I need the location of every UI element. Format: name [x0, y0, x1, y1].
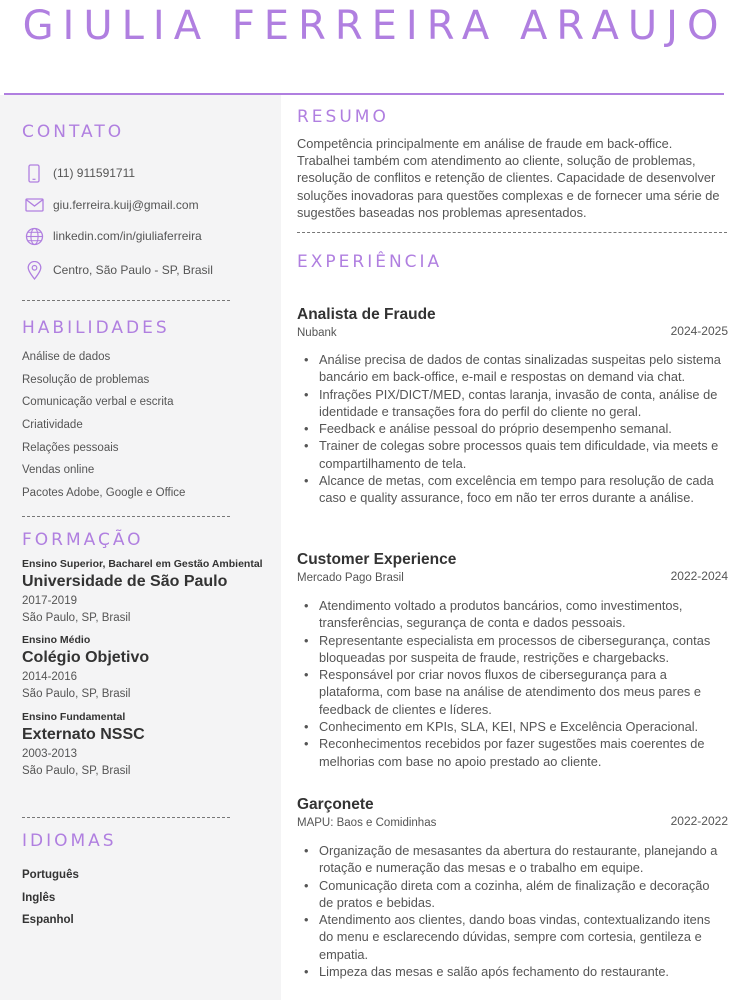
location-text: Centro, São Paulo - SP, Brasil	[53, 263, 213, 277]
sidebar-divider	[22, 516, 230, 517]
globe-icon	[24, 226, 44, 246]
skill-item: Vendas online	[22, 464, 95, 477]
email-text[interactable]: giu.ferreira.kuij@gmail.com	[53, 198, 199, 212]
resume-name: GIULIA FERREIRA ARAUJO	[22, 3, 728, 49]
education-years: 2014-2016	[22, 671, 77, 683]
skill-item: Resolução de problemas	[22, 373, 150, 386]
education-level: Ensino Superior, Bacharel em Gestão Ambiental	[22, 558, 263, 570]
job-bullet: • Atendimento voltado a produtos bancários, como investimentos, transferências, segurança de conta e dados pessoais.	[300, 597, 725, 632]
sidebar-divider	[22, 300, 230, 301]
education-entry	[22, 710, 272, 780]
job-bullet: • Trainer de colegas sobre processos quais tem dificuldade, via meets e compartilhamento de tela.	[300, 437, 725, 472]
language-item: Português	[22, 869, 79, 881]
skills-list	[22, 346, 185, 505]
skill-item: Pacotes Adobe, Google e Office	[22, 487, 186, 500]
job-bullet: • Alcance de metas, com excelência em tempo para resolução de cada caso e quality assurance, foco em não ter erros durante a análise.	[300, 472, 725, 507]
education-years: 2017-2019	[22, 595, 77, 607]
language-item: Inglês	[22, 891, 56, 904]
education-heading: FORMAÇÃO	[22, 530, 144, 550]
education-years: 2003-2013	[22, 748, 77, 760]
languages-heading: IDIOMAS	[22, 831, 117, 851]
job-title: Analista de Fraude	[297, 306, 436, 323]
job-bullets	[300, 597, 725, 770]
languages-list	[22, 864, 79, 932]
contact-heading: CONTATO	[22, 122, 125, 142]
envelope-icon	[24, 195, 44, 215]
contact-email[interactable]	[24, 193, 199, 217]
skill-item: Criatividade	[22, 419, 83, 432]
education-school: Colégio Objetivo	[22, 649, 150, 666]
job-bullet: • Infrações PIX/DICT/MED, contas laranja, invasão de conta, análise de identidade e transações fora do perfil do cliente no geral.	[300, 386, 725, 421]
experience-heading: EXPERIÊNCIA	[297, 252, 443, 272]
education-place: São Paulo, SP, Brasil	[22, 765, 131, 777]
education-school: Universidade de São Paulo	[22, 573, 228, 590]
job-title: Customer Experience	[297, 551, 457, 568]
sidebar-divider	[22, 817, 230, 818]
job-bullet: • Análise precisa de dados de contas sinalizadas suspeitas pelo sistema bancário em back-office, e-mail e respostas on demand via chat.	[300, 351, 725, 386]
education-entry	[22, 633, 272, 703]
contact-phone	[24, 161, 135, 185]
education-place: São Paulo, SP, Brasil	[22, 688, 131, 700]
education-level: Ensino Fundamental	[22, 711, 126, 723]
skill-item: Análise de dados	[22, 351, 111, 363]
skill-item: Comunicação verbal e escrita	[22, 396, 174, 409]
skill-item: Relações pessoais	[22, 441, 119, 454]
summary-heading: RESUMO	[297, 107, 389, 127]
job-company: Nubank	[297, 327, 337, 339]
job-bullets	[300, 351, 725, 507]
job-bullet: • Representante especialista em processos de cibersegurança, contas bloqueadas por suspeita de fraude, restrições e chargebacks.	[300, 632, 725, 667]
job-bullet: • Feedback e análise pessoal do próprio desempenho semanal.	[300, 420, 725, 437]
education-school: Externato NSSC	[22, 726, 145, 743]
job-bullet: • Organização de mesasantes da abertura do restaurante, planejando a rotação e numeração das mesas e o trabalho em equipe.	[300, 842, 725, 877]
job-period: 2022-2022	[670, 814, 728, 828]
job-bullets	[300, 842, 725, 980]
job-bullet: • Reconhecimentos recebidos por fazer sugestões mais coerentes de melhorias com base no apoio prestado ao cliente.	[300, 735, 725, 770]
summary-text: Competência principalmente em análise de fraude em back-office. Trabalhei também com atendimento ao cliente, solução de problemas, resolução de conflitos e retenção de clientes. Capacidade de desenvolver soluções inovadoras para questões complexas e de fornecer uma série de sugestões baseadas nos problemas apresentados.	[297, 136, 720, 220]
main-divider	[297, 232, 727, 233]
job-company: Mercado Pago Brasil	[297, 572, 404, 584]
job-bullet: • Responsável por criar novos fluxos de cibersegurança para a plataforma, com base na análise de atendimento dos meus pares e feedback de clientes e líderes.	[300, 666, 725, 718]
job-bullet: • Atendimento aos clientes, dando boas vindas, contextualizando itens do menu e esclarecendo dúvidas, sempre com cortesia, gentileza e empatia.	[300, 911, 725, 963]
phone-text: (11) 911591711	[53, 166, 136, 180]
contact-location	[24, 258, 213, 282]
job-company: MAPU: Baos e Comidinhas	[297, 817, 437, 829]
skills-heading: HABILIDADES	[22, 318, 170, 338]
job-period: 2024-2025	[670, 324, 728, 338]
education-place: São Paulo, SP, Brasil	[22, 612, 131, 624]
job-bullet: • Limpeza das mesas e salão após fechamento do restaurante.	[300, 963, 725, 980]
job-period: 2022-2024	[670, 569, 728, 583]
education-entry	[22, 557, 272, 627]
contact-linkedin[interactable]	[24, 224, 202, 248]
job-title: Garçonete	[297, 796, 374, 813]
location-pin-icon	[24, 260, 44, 280]
education-level: Ensino Médio	[22, 634, 91, 646]
job-bullet: • Comunicação direta com a cozinha, além de finalização e decoração de pratos e bebidas.	[300, 877, 725, 912]
job-bullet: • Conhecimento em KPIs, SLA, KEI, NPS e Excelência Operacional.	[300, 718, 725, 735]
phone-icon	[24, 163, 44, 183]
language-item: Espanhol	[22, 914, 74, 927]
linkedin-text[interactable]: linkedin.com/in/giuliaferreira	[53, 229, 202, 243]
